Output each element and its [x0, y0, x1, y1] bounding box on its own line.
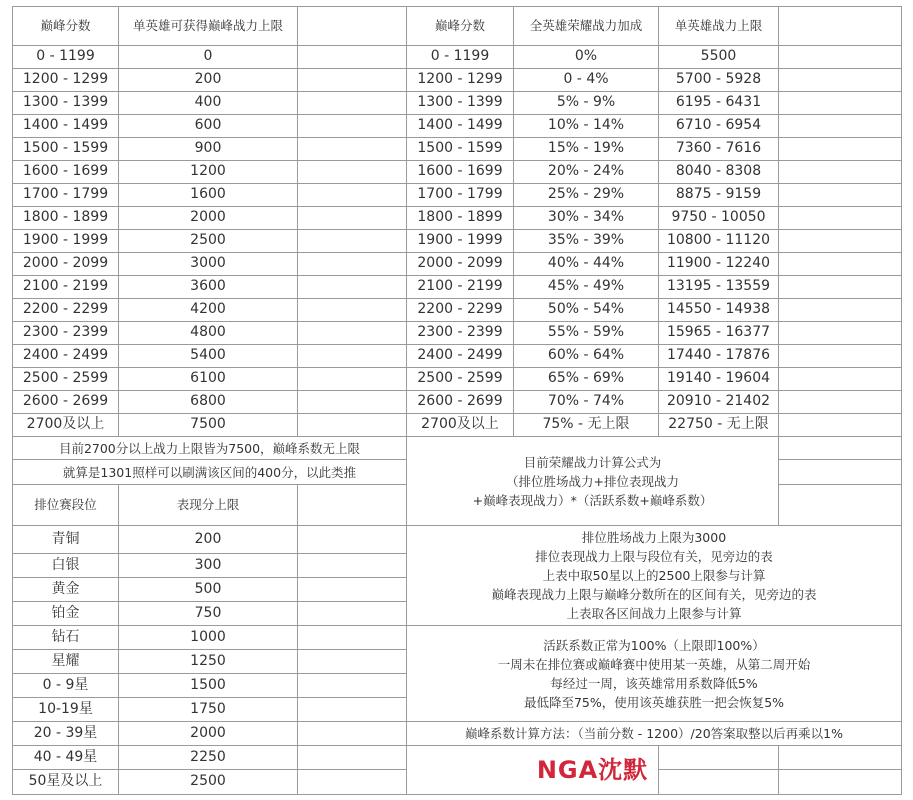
empty-cell: [778, 206, 902, 230]
rank-cap-cell: 1250: [118, 649, 298, 674]
rank-tier-cell: 青铜: [12, 525, 119, 554]
rank-cap-cell: 2500: [118, 769, 298, 795]
right-bonus-cell: 70% - 74%: [513, 390, 659, 414]
empty-cell: [297, 91, 407, 115]
empty-cell: [778, 229, 902, 253]
right-score-cell: 1300 - 1399: [406, 91, 514, 115]
right-header-score: 巅峰分数: [406, 6, 514, 46]
left-score-cell: 1500 - 1599: [12, 137, 119, 161]
rank-header-tier: 排位赛段位: [12, 484, 119, 526]
empty-cell: [297, 45, 407, 69]
left-score-cell: 1300 - 1399: [12, 91, 119, 115]
empty-cell: [778, 91, 902, 115]
empty-cell: [778, 68, 902, 92]
formula-line: 目前荣耀战力计算公式为: [523, 454, 662, 470]
left-power-cap-cell: 2500: [118, 229, 298, 253]
right-hero-cap-cell: 20910 - 21402: [658, 390, 779, 414]
empty-cell: [778, 275, 902, 299]
left-power-cap-cell: 3600: [118, 275, 298, 299]
empty-cell: [778, 321, 902, 345]
empty-cell: [297, 206, 407, 230]
empty-cell: [778, 367, 902, 391]
rank-tier-cell: 40 - 49星: [12, 745, 119, 770]
right-hero-cap-cell: 11900 - 12240: [658, 252, 779, 276]
right-header-hero-cap: 单英雄战力上限: [658, 6, 779, 46]
left-power-cap-cell: 3000: [118, 252, 298, 276]
right-bonus-cell: 10% - 14%: [513, 114, 659, 138]
empty-cell: [778, 6, 902, 46]
left-power-cap-cell: 400: [118, 91, 298, 115]
empty-cell: [297, 183, 407, 207]
empty-cell: [778, 413, 902, 437]
right-bonus-cell: 60% - 64%: [513, 344, 659, 368]
rank-tier-cell: 铂金: [12, 601, 119, 626]
right-hero-cap-cell: 14550 - 14938: [658, 298, 779, 322]
right-bonus-cell: 35% - 39%: [513, 229, 659, 253]
limits-box: [406, 525, 902, 626]
rank-header-cap: 表现分上限: [118, 484, 298, 526]
empty-cell: [778, 745, 902, 770]
empty-cell: [297, 6, 407, 46]
right-hero-cap-cell: 6710 - 6954: [658, 114, 779, 138]
active-line: 最低降至75%，使用该英雄获胜一把会恢复5%: [523, 694, 785, 710]
empty-cell: [297, 745, 407, 770]
empty-cell: [778, 436, 902, 460]
empty-cell: [778, 45, 902, 69]
empty-cell: [297, 649, 407, 674]
empty-cell: [778, 769, 902, 795]
empty-cell: [297, 484, 407, 526]
right-bonus-cell: 65% - 69%: [513, 367, 659, 391]
right-bonus-cell: 40% - 44%: [513, 252, 659, 276]
right-bonus-cell: 75% - 无上限: [513, 413, 659, 437]
right-hero-cap-cell: 7360 - 7616: [658, 137, 779, 161]
left-score-cell: 2000 - 2099: [12, 252, 119, 276]
rank-cap-cell: 2000: [118, 721, 298, 746]
empty-cell: [297, 275, 407, 299]
right-score-cell: 1700 - 1799: [406, 183, 514, 207]
empty-cell: [297, 160, 407, 184]
left-score-cell: 1400 - 1499: [12, 114, 119, 138]
left-score-cell: 2100 - 2199: [12, 275, 119, 299]
right-hero-cap-cell: 13195 - 13559: [658, 275, 779, 299]
empty-cell: [297, 601, 407, 626]
empty-cell: [297, 344, 407, 368]
rank-cap-cell: 750: [118, 601, 298, 626]
right-score-cell: 2200 - 2299: [406, 298, 514, 322]
right-score-cell: 1600 - 1699: [406, 160, 514, 184]
left-power-cap-cell: 4800: [118, 321, 298, 345]
rank-tier-cell: 星耀: [12, 649, 119, 674]
left-power-cap-cell: 6100: [118, 367, 298, 391]
right-hero-cap-cell: 19140 - 19604: [658, 367, 779, 391]
left-score-cell: 1800 - 1899: [12, 206, 119, 230]
rank-tier-cell: 钻石: [12, 625, 119, 650]
rank-tier-cell: 0 - 9星: [12, 673, 119, 698]
empty-cell: [778, 459, 902, 485]
active-line: 活跃系数正常为100%（上限即100%）: [543, 637, 765, 653]
rank-cap-cell: 200: [118, 525, 298, 554]
left-score-cell: 2300 - 2399: [12, 321, 119, 345]
empty-cell: [297, 229, 407, 253]
empty-cell: [658, 769, 779, 795]
left-power-cap-cell: 600: [118, 114, 298, 138]
right-bonus-cell: 55% - 59%: [513, 321, 659, 345]
right-bonus-cell: 50% - 54%: [513, 298, 659, 322]
right-bonus-cell: 25% - 29%: [513, 183, 659, 207]
rank-tier-cell: 黄金: [12, 577, 119, 602]
formula-box: [406, 436, 779, 526]
right-score-cell: 2500 - 2599: [406, 367, 514, 391]
right-score-cell: 1200 - 1299: [406, 68, 514, 92]
empty-cell: [778, 390, 902, 414]
right-hero-cap-cell: 8875 - 9159: [658, 183, 779, 207]
empty-cell: [297, 390, 407, 414]
left-power-cap-cell: 4200: [118, 298, 298, 322]
left-score-cell: 2600 - 2699: [12, 390, 119, 414]
left-power-cap-cell: 6800: [118, 390, 298, 414]
empty-cell: [658, 745, 779, 770]
left-score-cell: 1700 - 1799: [12, 183, 119, 207]
right-score-cell: 0 - 1199: [406, 45, 514, 69]
right-bonus-cell: 5% - 9%: [513, 91, 659, 115]
formula-line: +巅峰表现战力）*（活跃系数+巅峰系数）: [472, 492, 713, 508]
right-hero-cap-cell: 8040 - 8308: [658, 160, 779, 184]
right-bonus-cell: 0%: [513, 45, 659, 69]
empty-cell: [297, 625, 407, 650]
left-score-cell: 0 - 1199: [12, 45, 119, 69]
right-hero-cap-cell: 9750 - 10050: [658, 206, 779, 230]
right-bonus-cell: 20% - 24%: [513, 160, 659, 184]
rank-cap-cell: 500: [118, 577, 298, 602]
active-line: 每经过一周，该英雄常用系数降低5%: [550, 675, 758, 691]
note-line-2: 就算是1301照样可以刷满该区间的400分，以此类推: [12, 459, 407, 485]
formula-line: （排位胜场战力+排位表现战力: [506, 473, 679, 489]
right-hero-cap-cell: 6195 - 6431: [658, 91, 779, 115]
right-bonus-cell: 15% - 19%: [513, 137, 659, 161]
left-score-cell: 2400 - 2499: [12, 344, 119, 368]
rank-tier-cell: 10-19星: [12, 697, 119, 722]
rank-cap-cell: 2250: [118, 745, 298, 770]
empty-cell: [778, 298, 902, 322]
empty-cell: [297, 367, 407, 391]
empty-cell: [778, 344, 902, 368]
rank-tier-cell: 20 - 39星: [12, 721, 119, 746]
right-score-cell: 1400 - 1499: [406, 114, 514, 138]
limits-line: 排位胜场战力上限为3000: [581, 530, 727, 545]
rank-cap-cell: 300: [118, 553, 298, 578]
right-bonus-cell: 45% - 49%: [513, 275, 659, 299]
rank-tier-cell: 50星及以上: [12, 769, 119, 795]
rank-cap-cell: 1000: [118, 625, 298, 650]
right-score-cell: 2000 - 2099: [406, 252, 514, 276]
right-score-cell: 1800 - 1899: [406, 206, 514, 230]
empty-cell: [297, 721, 407, 746]
left-power-cap-cell: 1600: [118, 183, 298, 207]
right-hero-cap-cell: 15965 - 16377: [658, 321, 779, 345]
limits-line: 排位表现战力上限与段位有关，见旁边的表: [535, 549, 773, 564]
right-score-cell: 1500 - 1599: [406, 137, 514, 161]
empty-cell: [297, 673, 407, 698]
rank-cap-cell: 1500: [118, 673, 298, 698]
right-hero-cap-cell: 17440 - 17876: [658, 344, 779, 368]
note-line-1: 目前2700分以上战力上限皆为7500，巅峰系数无上限: [12, 436, 407, 460]
right-score-cell: 2100 - 2199: [406, 275, 514, 299]
left-power-cap-cell: 2000: [118, 206, 298, 230]
left-score-cell: 2500 - 2599: [12, 367, 119, 391]
limits-line: 上表取各区间战力上限参与计算: [566, 606, 742, 621]
peak-formula: 巅峰系数计算方法：（当前分数 - 1200）/20答案取整以后再乘以1%: [406, 721, 902, 746]
empty-cell: [297, 413, 407, 437]
left-header-power-cap: 单英雄可获得巅峰战力上限: [118, 6, 298, 46]
right-score-cell: 2700及以上: [406, 413, 514, 437]
left-power-cap-cell: 1200: [118, 160, 298, 184]
empty-cell: [778, 137, 902, 161]
rank-cap-cell: 1750: [118, 697, 298, 722]
empty-cell: [778, 114, 902, 138]
empty-cell: [297, 137, 407, 161]
empty-cell: [297, 769, 407, 795]
right-score-cell: 1900 - 1999: [406, 229, 514, 253]
left-header-score: 巅峰分数: [12, 6, 119, 46]
left-power-cap-cell: 0: [118, 45, 298, 69]
active-line: 一周未在排位赛或巅峰赛中使用某一英雄，从第二周开始: [497, 656, 811, 672]
right-hero-cap-cell: 5700 - 5928: [658, 68, 779, 92]
left-score-cell: 1900 - 1999: [12, 229, 119, 253]
empty-cell: [297, 298, 407, 322]
rank-tier-cell: 白银: [12, 553, 119, 578]
active-box: [406, 625, 902, 722]
empty-cell: [778, 183, 902, 207]
left-power-cap-cell: 200: [118, 68, 298, 92]
left-power-cap-cell: 7500: [118, 413, 298, 437]
empty-cell: [778, 160, 902, 184]
left-power-cap-cell: 900: [118, 137, 298, 161]
empty-cell: [297, 321, 407, 345]
right-score-cell: 2400 - 2499: [406, 344, 514, 368]
right-hero-cap-cell: 5500: [658, 45, 779, 69]
right-hero-cap-cell: 10800 - 11120: [658, 229, 779, 253]
left-score-cell: 1600 - 1699: [12, 160, 119, 184]
right-hero-cap-cell: 22750 - 无上限: [658, 413, 779, 437]
empty-cell: [297, 697, 407, 722]
limits-line: 巅峰表现战力上限与巅峰分数所在的区间有关，见旁边的表: [491, 587, 817, 602]
empty-cell: [297, 68, 407, 92]
left-score-cell: 1200 - 1299: [12, 68, 119, 92]
empty-cell: [778, 484, 902, 526]
empty-cell: [778, 252, 902, 276]
right-score-cell: 2600 - 2699: [406, 390, 514, 414]
left-score-cell: 2200 - 2299: [12, 298, 119, 322]
left-score-cell: 2700及以上: [12, 413, 119, 437]
empty-cell: [297, 525, 407, 554]
right-header-bonus: 全英雄荣耀战力加成: [513, 6, 659, 46]
limits-line: 上表中取50星以上的2500上限参与计算: [542, 568, 766, 583]
right-bonus-cell: 0 - 4%: [513, 68, 659, 92]
empty-cell: [297, 553, 407, 578]
right-bonus-cell: 30% - 34%: [513, 206, 659, 230]
left-power-cap-cell: 5400: [118, 344, 298, 368]
empty-cell: [297, 252, 407, 276]
empty-cell: [297, 577, 407, 602]
right-score-cell: 2300 - 2399: [406, 321, 514, 345]
watermark: NGA沈默: [406, 745, 779, 795]
empty-cell: [297, 114, 407, 138]
